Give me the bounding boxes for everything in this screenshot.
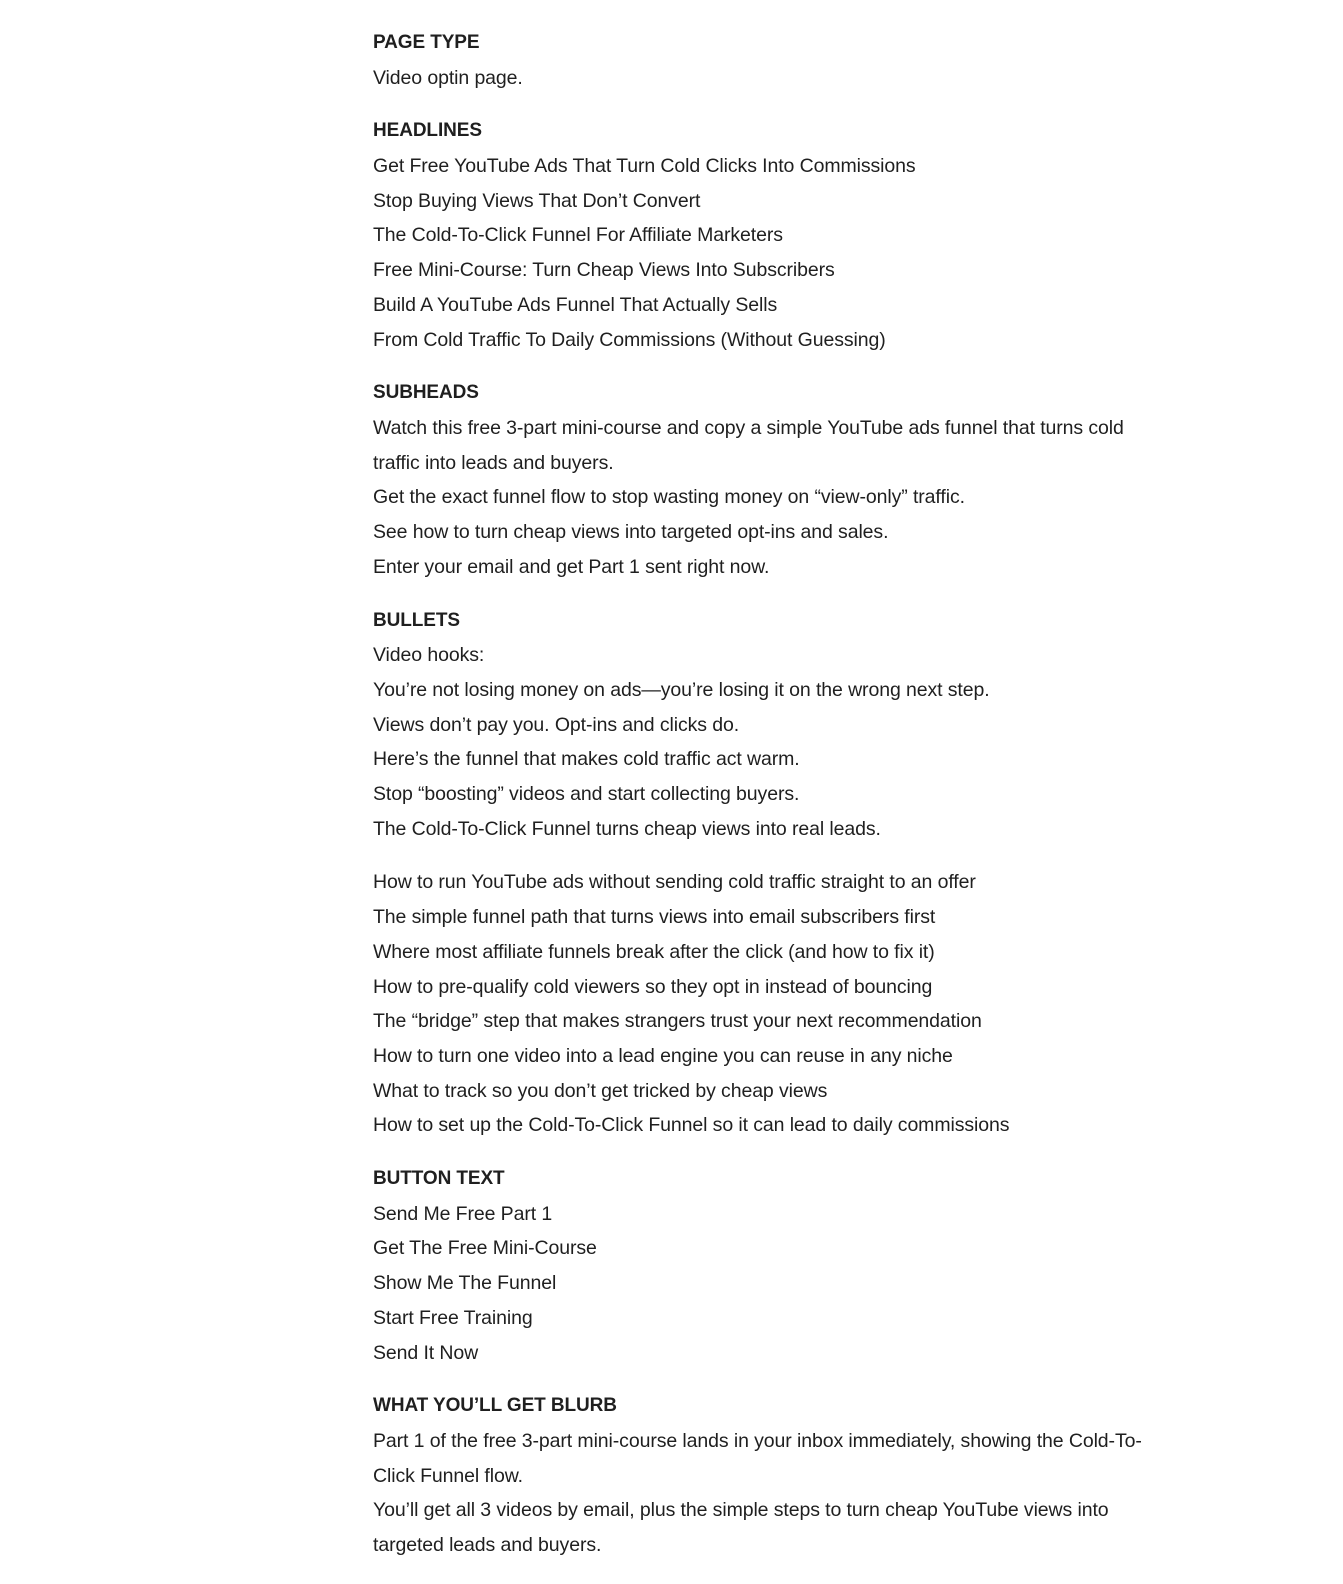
text-line: The “bridge” step that makes strangers trust your next recommendation bbox=[373, 1010, 982, 1033]
document-body bbox=[373, 26, 1163, 1582]
text-line: Send Me Free Part 1 bbox=[373, 1202, 553, 1225]
section-heading: HEADLINES bbox=[373, 120, 482, 142]
line-group bbox=[373, 1424, 1163, 1563]
text-line: Video hooks: bbox=[373, 644, 485, 667]
sections-container bbox=[373, 26, 1163, 1563]
text-line: The Cold-To-Click Funnel turns cheap views into real leads. bbox=[373, 817, 881, 840]
text-line: Get Free YouTube Ads That Turn Cold Clicks Into Commissions bbox=[373, 155, 916, 178]
text-line: Video optin page. bbox=[373, 66, 523, 89]
text-line: Watch this free 3-part mini-course and copy a simple YouTube ads funnel that turns cold traffic into leads and buyers. bbox=[373, 416, 1124, 474]
line-group bbox=[373, 149, 1163, 357]
text-line: Views don’t pay you. Opt-ins and clicks do. bbox=[373, 713, 740, 736]
text-line: The simple funnel path that turns views into email subscribers first bbox=[373, 906, 936, 929]
text-line: Send It Now bbox=[373, 1341, 479, 1364]
text-line: Start Free Training bbox=[373, 1306, 533, 1329]
text-line: How to set up the Cold-To-Click Funnel so it can lead to daily commissions bbox=[373, 1114, 1010, 1137]
text-line: See how to turn cheap views into targeted opt-ins and sales. bbox=[373, 521, 889, 544]
text-line: Build A YouTube Ads Funnel That Actually Sells bbox=[373, 293, 778, 316]
section-page-type bbox=[373, 26, 1163, 95]
line-group bbox=[373, 411, 1163, 585]
text-line: Where most affiliate funnels break after the click (and how to fix it) bbox=[373, 940, 935, 963]
text-line: You’ll get all 3 videos by email, plus the simple steps to turn cheap YouTube views into targeted leads and buyers. bbox=[373, 1499, 1109, 1557]
line-group bbox=[373, 61, 1163, 96]
text-line: From Cold Traffic To Daily Commissions (Without Guessing) bbox=[373, 328, 886, 351]
section-heading: BUTTON TEXT bbox=[373, 1168, 505, 1190]
text-line: The Cold-To-Click Funnel For Affiliate Marketers bbox=[373, 224, 783, 247]
text-line: Get the exact funnel flow to stop wasting money on “view-only” traffic. bbox=[373, 486, 965, 509]
text-line: Here’s the funnel that makes cold traffic act warm. bbox=[373, 748, 800, 771]
text-line: Get The Free Mini-Course bbox=[373, 1237, 597, 1260]
text-line: Stop “boosting” videos and start collecting buyers. bbox=[373, 783, 800, 805]
text-line: Free Mini-Course: Turn Cheap Views Into Subscribers bbox=[373, 259, 835, 282]
text-line: Enter your email and get Part 1 sent right now. bbox=[373, 555, 770, 578]
section-button-text bbox=[373, 1162, 1163, 1370]
section-bullets bbox=[373, 604, 1163, 1144]
text-line: How to run YouTube ads without sending cold traffic straight to an offer bbox=[373, 871, 976, 894]
section-heading: PAGE TYPE bbox=[373, 32, 480, 53]
section-heading: WHAT YOU’LL GET BLURB bbox=[373, 1395, 617, 1417]
line-group bbox=[373, 638, 1163, 846]
section-heading: BULLETS bbox=[373, 609, 460, 631]
section-what-you-ll-get-blurb bbox=[373, 1389, 1163, 1563]
text-line: Part 1 of the free 3-part mini-course lands in your inbox immediately, showing the Cold-To-Click Funnel flow. bbox=[373, 1429, 1142, 1487]
section-heading: SUBHEADS bbox=[373, 382, 479, 404]
text-line: Stop Buying Views That Don’t Convert bbox=[373, 189, 701, 212]
section-subheads bbox=[373, 376, 1163, 584]
text-line: Show Me The Funnel bbox=[373, 1272, 557, 1295]
line-group bbox=[373, 865, 1163, 1143]
text-line: How to turn one video into a lead engine you can reuse in any niche bbox=[373, 1044, 953, 1067]
line-group bbox=[373, 1197, 1163, 1371]
text-line: You’re not losing money on ads—you’re losing it on the wrong next step. bbox=[373, 678, 990, 701]
section-headlines bbox=[373, 114, 1163, 357]
text-line: What to track so you don’t get tricked by cheap views bbox=[373, 1079, 828, 1102]
text-line: How to pre-qualify cold viewers so they opt in instead of bouncing bbox=[373, 975, 933, 998]
